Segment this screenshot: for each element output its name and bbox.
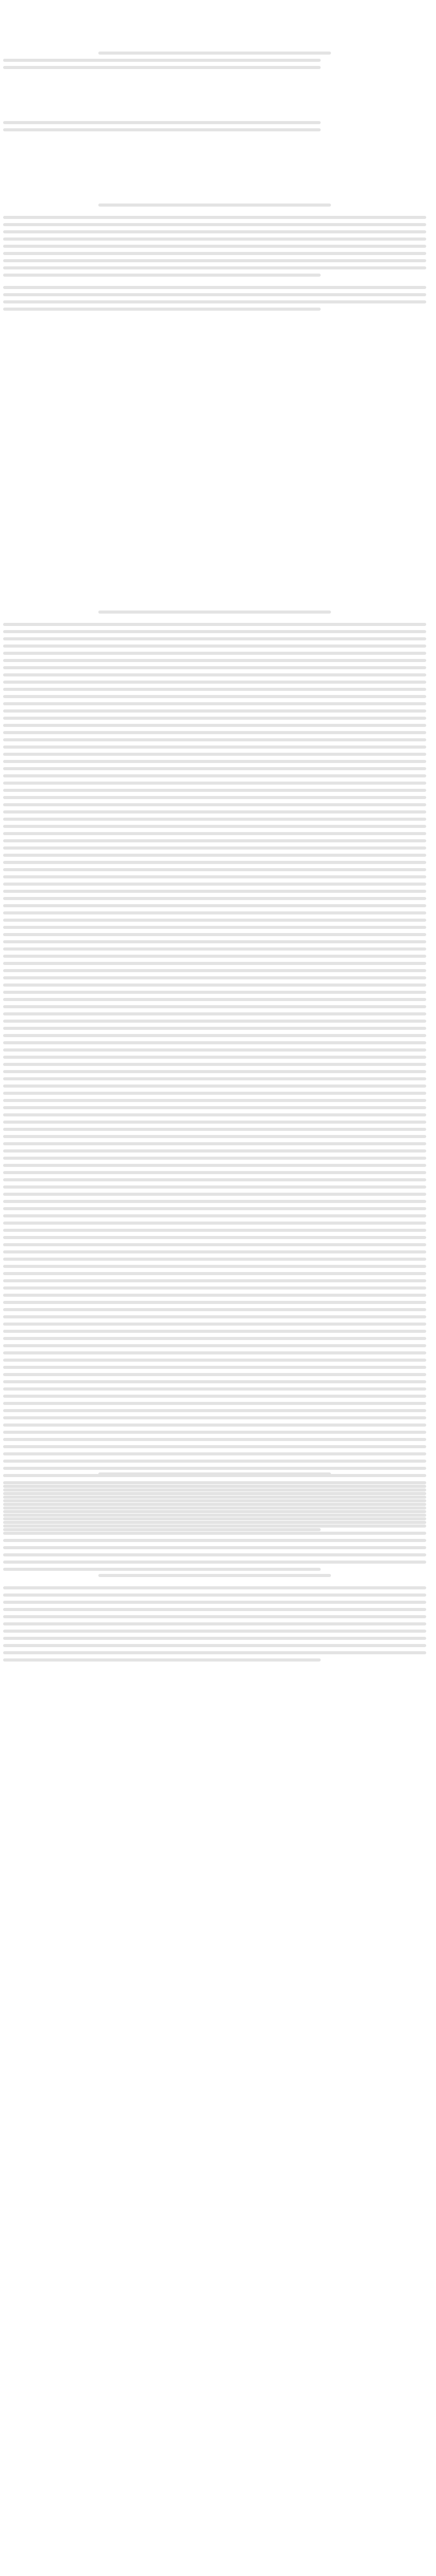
table-of-contents bbox=[3, 52, 426, 88]
conclusion-section bbox=[3, 1472, 426, 1550]
references-section bbox=[3, 1574, 426, 1698]
table-of-contents-continued bbox=[3, 121, 426, 142]
introduction-section bbox=[3, 204, 426, 337]
main-section bbox=[3, 611, 426, 1430]
